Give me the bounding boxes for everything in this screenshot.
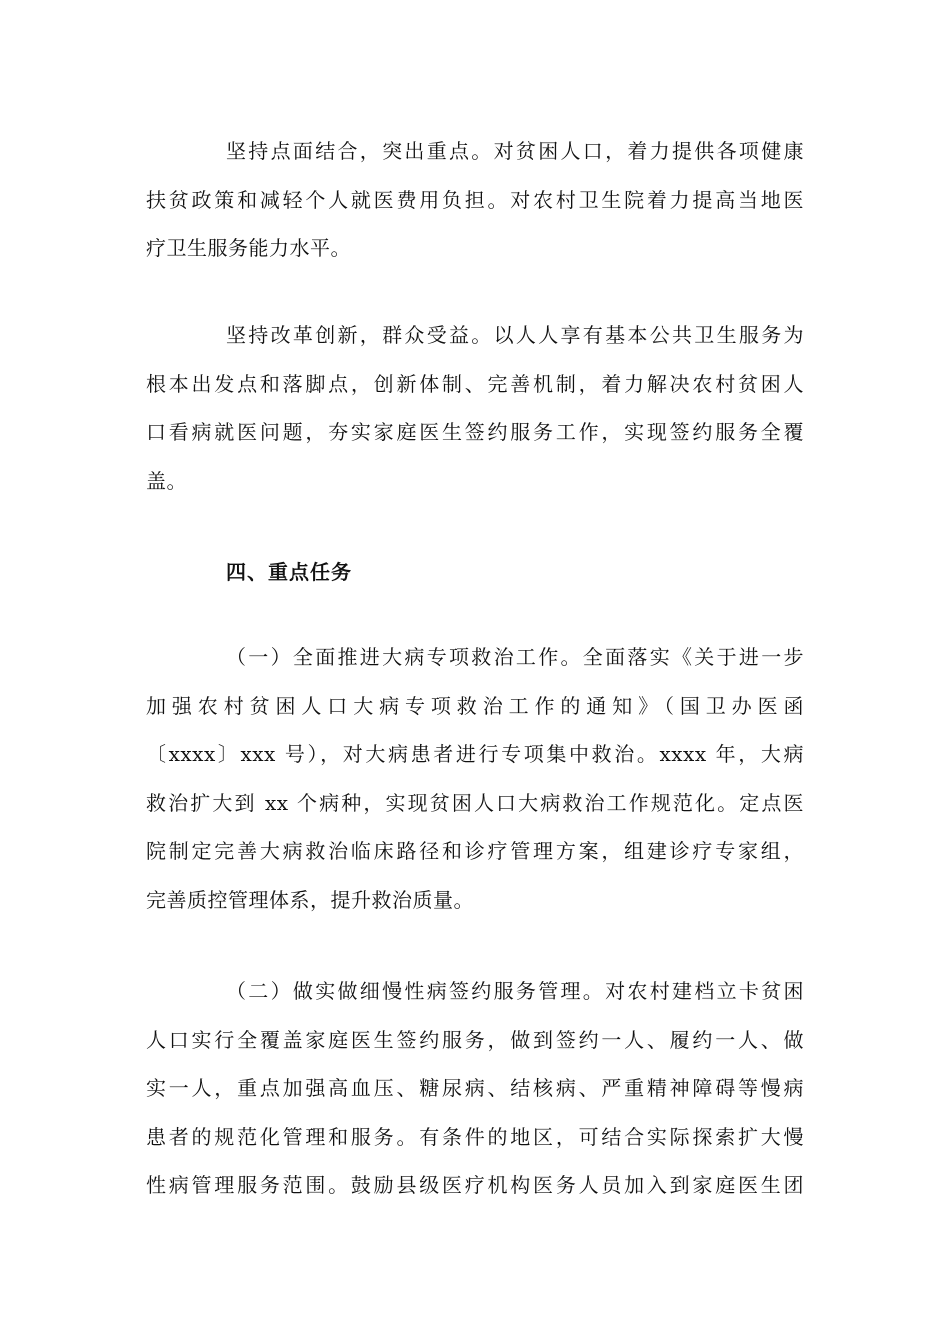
text-line: 疗卫生服务能力水平。 [146, 236, 351, 260]
text-line: （二）做实做细慢性病签约服务管理。对农村建档立卡贫困 [226, 979, 804, 1003]
text-line: 完善质控管理体系，提升救治质量。 [146, 887, 474, 912]
text-line: 性病管理服务范围。鼓励县级医疗机构医务人员加入到家庭医生团 [146, 1173, 804, 1197]
text-line: 口看病就医问题，夯实家庭医生签约服务工作，实现签约服务全覆 [146, 420, 804, 444]
paragraph-chronic-disease-service [146, 967, 804, 1210]
text-line: 〔xxxx〕xxx 号），对大病患者进行专项集中救治。xxxx 年，大病 [146, 742, 804, 766]
text-line: 根本出发点和落脚点，创新体制、完善机制，着力解决农村贫困人 [146, 371, 804, 396]
paragraph-point-surface [146, 127, 804, 273]
text-line: 人口实行全覆盖家庭医生签约服务，做到签约一人、履约一人、做 [146, 1027, 804, 1052]
text-line: 救治扩大到 xx 个病种，实现贫困人口大病救治工作规范化。定点医 [146, 790, 804, 815]
text-line: 实一人，重点加强高血压、糖尿病、结核病、严重精神障碍等慢病 [146, 1076, 804, 1100]
text-line: （一）全面推进大病专项救治工作。全面落实《关于进一步 [226, 645, 804, 669]
paragraph-major-disease-treatment [146, 633, 804, 924]
text-line: 盖。 [146, 468, 187, 493]
text-line: 坚持点面结合，突出重点。对贫困人口，着力提供各项健康 [226, 139, 804, 163]
text-line: 坚持改革创新，群众受益。以人人享有基本公共卫生服务为 [226, 323, 804, 347]
text-line: 加强农村贫困人口大病专项救治工作的通知》（国卫办医函 [146, 693, 804, 718]
text-line: 扶贫政策和减轻个人就医费用负担。对农村卫生院着力提高当地医 [146, 187, 804, 212]
text-line: 患者的规范化管理和服务。有条件的地区，可结合实际探索扩大慢 [146, 1124, 804, 1149]
text-line: 院制定完善大病救治临床路径和诊疗管理方案，组建诊疗专家组， [146, 839, 804, 863]
section-heading: 四、重点任务 [226, 560, 352, 584]
paragraph-reform-innovation [146, 311, 804, 505]
